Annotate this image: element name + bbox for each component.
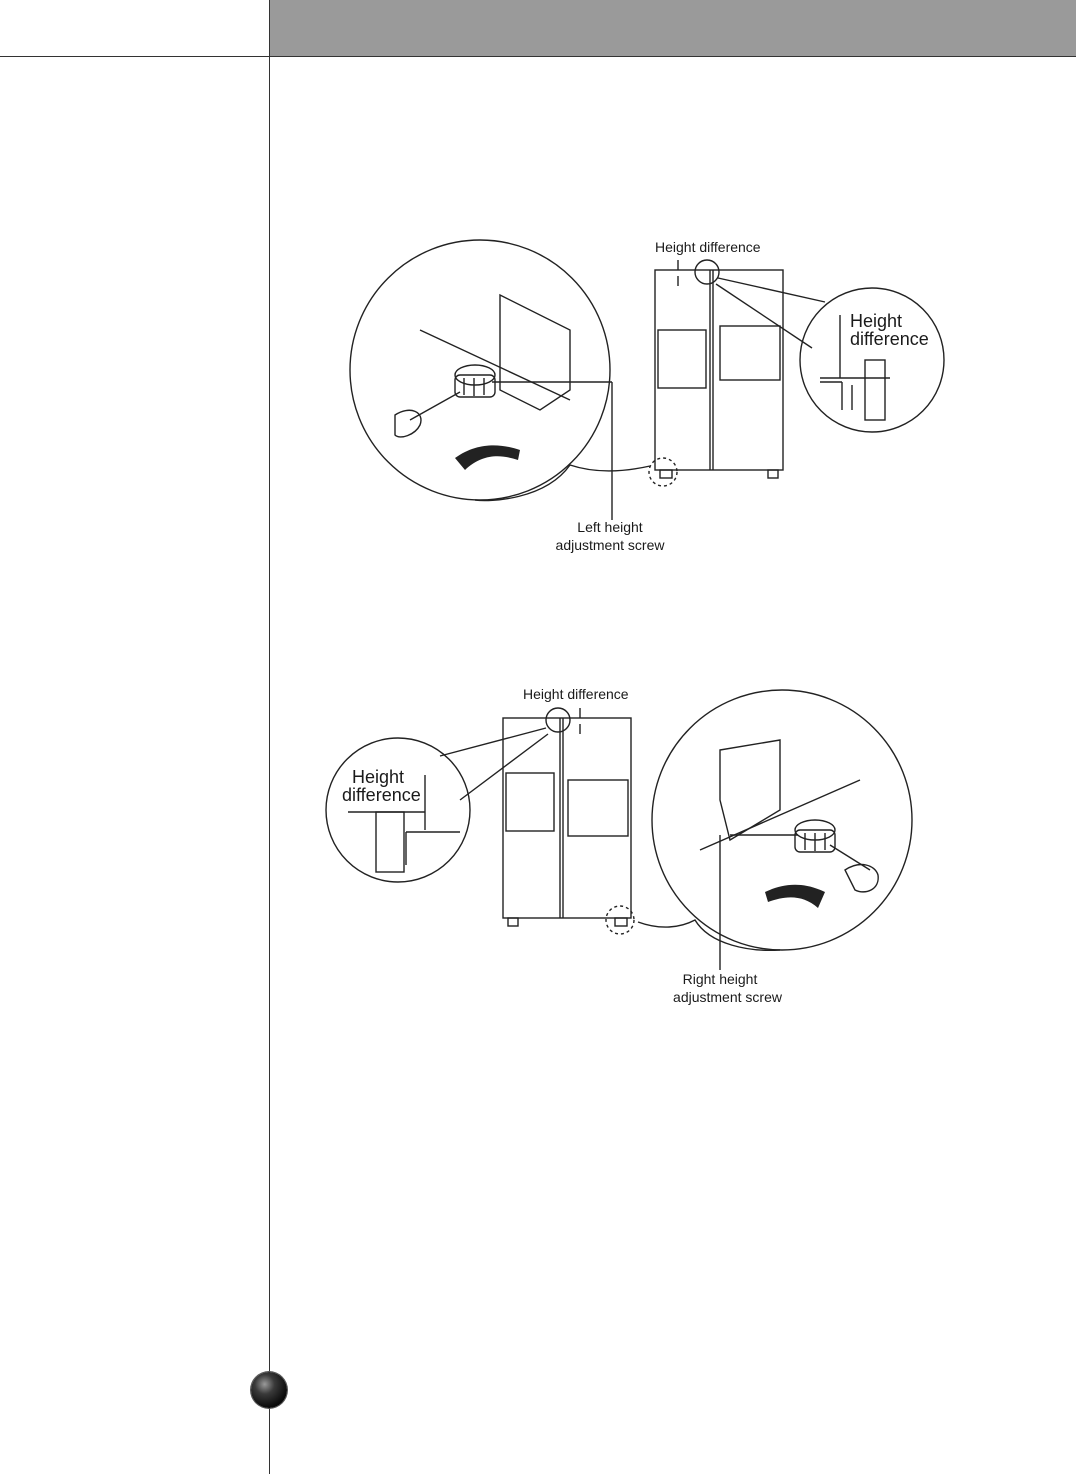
- fridge-body: [655, 270, 783, 470]
- rotation-arrow-icon: [765, 885, 825, 908]
- header-bar: [270, 0, 1076, 56]
- height-difference-label: Height difference: [655, 239, 761, 255]
- zoom-height-label: Height: [850, 311, 903, 331]
- screw-label-line2: adjustment screw: [673, 989, 782, 1005]
- zoom-height-label: Height: [352, 767, 405, 787]
- refrigerator-illustration-left: [380, 230, 960, 560]
- header-divider: [0, 56, 1076, 57]
- height-difference-label: Height difference: [523, 686, 629, 702]
- margin-rule: [269, 0, 270, 1474]
- zoom-circle-top: [326, 738, 470, 882]
- page-marker-dot: [251, 1372, 287, 1408]
- zoom-circle-screw: [652, 690, 912, 950]
- fridge-body: [503, 718, 631, 918]
- zoom-circle-screw: [350, 240, 610, 500]
- screw-label-line1: Left height: [577, 519, 643, 535]
- zoom-difference-label: difference: [342, 785, 421, 805]
- figure-right-adjustment: [310, 680, 890, 1010]
- figure-left-adjustment: [380, 230, 960, 560]
- zoom-difference-label: difference: [850, 329, 929, 349]
- screw-label-line1: Right height: [682, 971, 758, 987]
- rotation-arrow-icon: [455, 445, 520, 470]
- screw-label-line2: adjustment screw: [555, 537, 665, 553]
- refrigerator-illustration-right: [310, 680, 890, 1010]
